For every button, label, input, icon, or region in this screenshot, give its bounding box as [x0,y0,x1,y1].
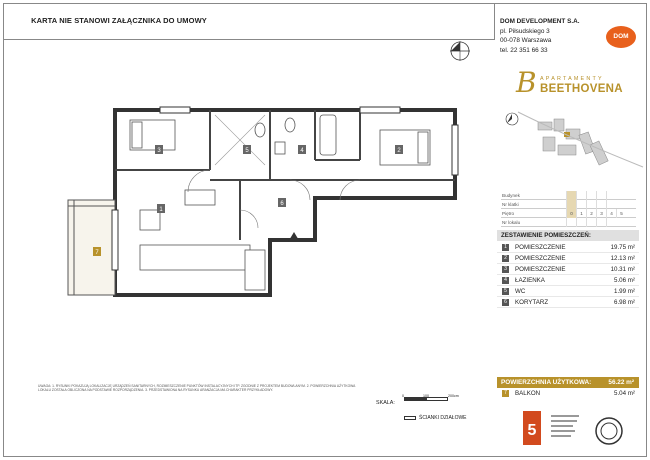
plan-label-4: 4 [300,148,304,154]
header-bar [4,4,495,40]
room-area: 12.13 m² [610,255,635,262]
company-info [500,17,580,55]
room-area: 5.06 m² [614,277,635,284]
notes-text: UWAGA: 1. RYSUNKI POKAZUJĄ LOKALIZACJĘ URZĄDZEŃ SANITARNYCH, ROZMIESZCZENIE PUNKTÓW INSTALACYJNYCH ITP. ZGODNIE Z PROJEKTEM BUDOWLANYM. 2. POWIERZCHNIA UŻYTKOWA LOKALU ZOSTAŁA OBLICZONA NA PODSTAWIE ROZPORZĄDZENIA. 3. PRZEDSTAWIONA NA RYSUNKU ARANŻACJA MA CHARAKTER PRZYKŁADOWY. [38,384,356,392]
room-row [497,242,639,253]
room-area: 10.31 m² [610,266,635,273]
room-number: 3 [502,266,509,273]
info-row-building [501,191,636,200]
site-map [498,107,644,185]
room-area: 5.04 m² [614,390,635,397]
floor-cell: 4 [606,209,616,218]
room-name: POMIESZCZENIE [515,266,566,273]
bed-room-3 [130,120,175,150]
scale-tick: 100 [423,394,429,398]
scale-tick: 0 [402,394,404,398]
room-number: 6 [502,299,509,306]
info-row-floor [501,209,636,218]
dom-logo: DOM [606,26,636,48]
brand-logo [514,59,642,99]
info-table [501,191,636,227]
award-logos [515,405,637,449]
room-row [497,253,639,264]
room-area: 1.99 m² [614,288,635,295]
scale-label: SKALA: [376,400,395,406]
room-name: POMIESZCZENIE [515,255,566,262]
room-number: 1 [502,244,509,251]
walls-legend [404,415,467,421]
floor-cell: 2 [586,209,596,218]
floor-cell: 1 [576,209,586,218]
bed-room-2 [380,130,430,165]
room-number: 2 [502,255,509,262]
floor-plan [60,100,470,310]
plan-label-7: 7 [95,250,99,256]
balcony-row [497,388,639,399]
company-phone: tel. 22 351 66 33 [500,46,548,54]
plan-label-2: 2 [397,148,401,154]
room-name: POMIESZCZENIE [515,244,566,251]
room-name: BALKON [515,390,541,397]
brand-subtitle: APARTAMENTY [540,76,604,82]
company-city: 00-078 Warszawa [500,37,552,44]
info-label: Piętro [502,211,515,216]
room-area: 19.75 m² [610,244,635,251]
brand-name: BEETHOVENA [540,83,623,95]
floor-cell: 0 [566,209,576,218]
plan-label-3: 3 [157,148,161,154]
room-number: 5 [502,288,509,295]
room-number: 4 [502,277,509,284]
plan-label-5: 5 [245,148,249,154]
balcony [68,200,115,295]
floor-cell: 5 [616,209,626,218]
scale-tick: 200cm [448,394,459,398]
company-street: pl. Piłsudskiego 3 [500,27,550,35]
room-row [497,297,639,308]
header-title: KARTA NIE STANOWI ZAŁĄCZNIKA DO UMOWY [31,16,207,25]
room-row [497,264,639,275]
company-name: DOM DEVELOPMENT S.A. [500,18,580,25]
walls-legend-label: ŚCIANKI DZIAŁOWE [419,415,467,421]
room-row [497,275,639,286]
info-label: Budynek [502,193,520,198]
info-row-stair [501,200,636,209]
info-label: Nr klatki [502,202,519,207]
room-name: WC [515,288,526,295]
info-row-unit [501,218,636,227]
rooms-summary-title: ZESTAWIENIE POMIESZCZEŃ: [497,230,639,241]
total-area-label: POWIERZCHNIA UŻYTKOWA: [501,379,592,386]
brand-monogram: B [516,66,537,99]
total-area-value: 56.22 m² [608,379,634,386]
plan-label-1: 1 [159,207,163,213]
room-name: ŁAZIENKA [515,277,545,284]
walls-swatch [404,416,416,420]
room-area: 6.98 m² [614,299,635,306]
award-badge-icon [596,418,622,444]
svg-text:5: 5 [527,422,537,439]
plan-label-6: 6 [280,201,284,207]
info-label: Nr lokalu [502,220,521,225]
room-name: KORYTARZ [515,299,549,306]
room-row [497,286,639,297]
rooms-list [497,242,639,308]
total-area-box [497,377,639,388]
compass-icon [447,38,473,64]
floor-cell: 3 [596,209,606,218]
room-number: 7 [502,390,509,397]
